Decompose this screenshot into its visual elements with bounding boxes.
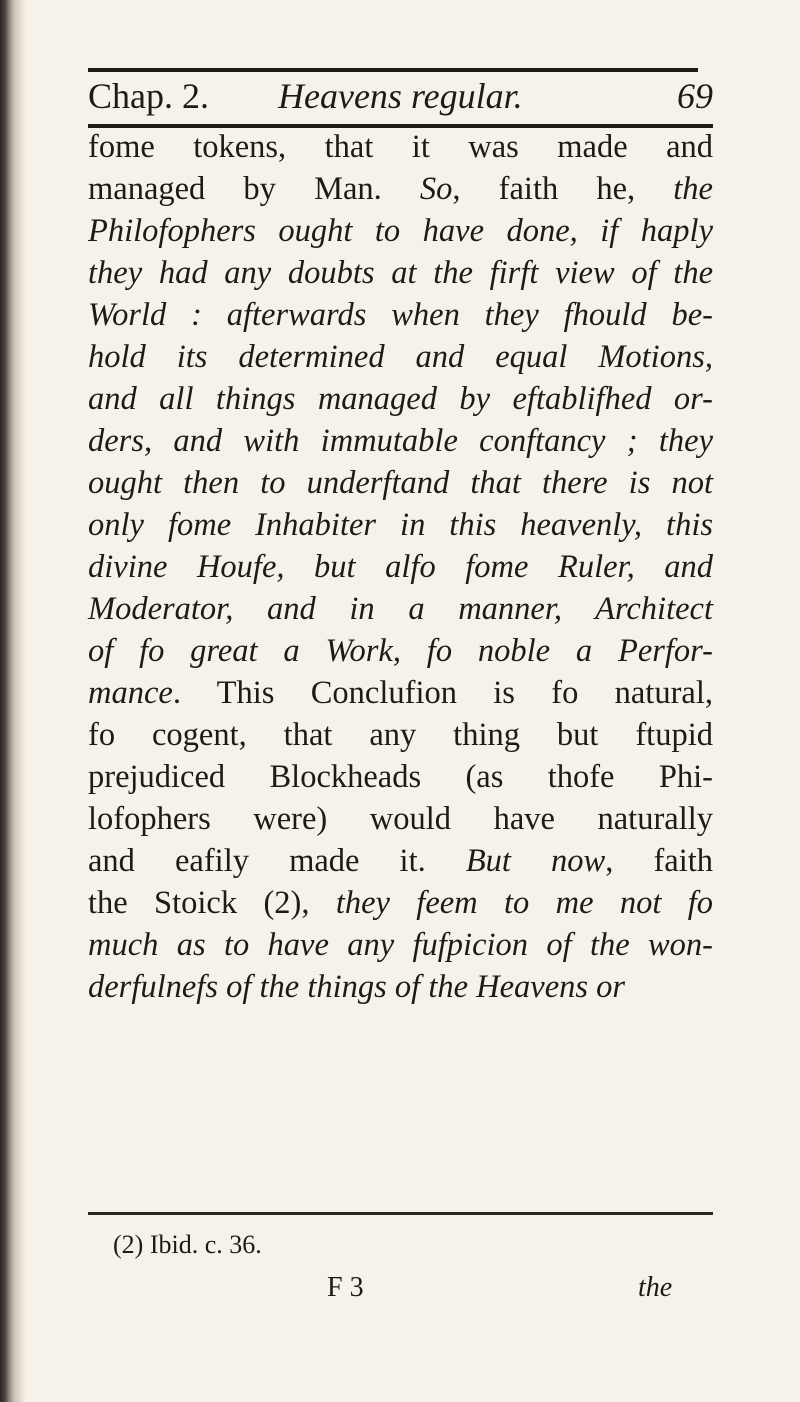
text-segment: ought then to underftand that there is not	[88, 465, 713, 501]
text-line	[88, 924, 713, 966]
text-segment: fome tokens, that it was made and	[88, 129, 713, 165]
text-line	[88, 756, 713, 798]
text-segment: Moderator, and in a manner, Architect	[88, 591, 713, 627]
text-segment: fo cogent, that any thing but ftupid	[88, 717, 713, 753]
text-line	[88, 252, 713, 294]
text-line	[88, 546, 713, 588]
text-segment: . This Conclufion is fo natural,	[172, 675, 713, 711]
text-segment: of fo great a Work, fo noble a Perfor-	[88, 633, 713, 669]
text-segment: lofophers were) would have naturally	[88, 801, 713, 837]
text-segment: But now	[465, 843, 606, 879]
catchword: the	[638, 1272, 673, 1303]
text-line	[88, 630, 713, 672]
text-line	[88, 126, 713, 168]
text-line	[88, 798, 713, 840]
text-segment: and all things managed by eftablifhed or-	[88, 381, 713, 417]
text-line	[88, 882, 713, 924]
text-line	[88, 840, 713, 882]
chapter-label: Chap. 2.	[88, 76, 209, 116]
page-binding-shadow	[0, 0, 26, 1402]
footnote: (2) Ibid. c. 36.	[113, 1230, 262, 1259]
text-segment: the Stoick (2),	[88, 885, 336, 921]
text-segment: and eafily made it.	[88, 843, 466, 879]
text-segment: So	[419, 171, 453, 207]
text-segment: only fome Inhabiter in this heavenly, this	[88, 507, 713, 543]
text-segment: hold its determined and equal Motions,	[88, 339, 713, 375]
text-line	[88, 672, 713, 714]
text-line	[88, 210, 713, 252]
text-line	[88, 420, 713, 462]
text-segment: Philofophers ought to have done, if haply	[88, 213, 713, 249]
page-number: 69	[677, 76, 713, 116]
text-segment: derfulnefs of the things of the Heavens or	[88, 969, 626, 1005]
text-segment: they had any doubts at the firft view of the	[88, 255, 713, 291]
text-segment: , faith	[605, 843, 714, 879]
text-segment: much as to have any fufpicion of the won-	[88, 927, 713, 963]
text-segment: , faith he,	[452, 171, 674, 207]
text-line	[88, 504, 713, 546]
text-line	[88, 168, 713, 210]
text-segment: managed by Man.	[88, 171, 420, 207]
footnote-rule	[88, 1212, 713, 1215]
running-header	[88, 72, 713, 120]
text-line	[88, 378, 713, 420]
text-line	[88, 294, 713, 336]
running-title: Heavens regular.	[278, 76, 523, 116]
text-segment: World : afterwards when they fhould be-	[88, 297, 713, 333]
signature-mark: F 3	[327, 1272, 364, 1303]
text-line	[88, 336, 713, 378]
text-segment: ders, and with immutable conftancy ; they	[88, 423, 713, 459]
body-text	[88, 126, 713, 1008]
text-segment: they feem to me not fo	[335, 885, 713, 921]
text-segment: the	[673, 171, 713, 207]
text-line	[88, 588, 713, 630]
text-line	[88, 714, 713, 756]
text-segment: prejudiced Blockheads (as thofe Phi-	[88, 759, 713, 795]
text-line	[88, 966, 713, 1008]
text-segment: mance	[88, 675, 173, 711]
text-line	[88, 462, 713, 504]
text-segment: divine Houfe, but alfo fome Ruler, and	[88, 549, 713, 585]
